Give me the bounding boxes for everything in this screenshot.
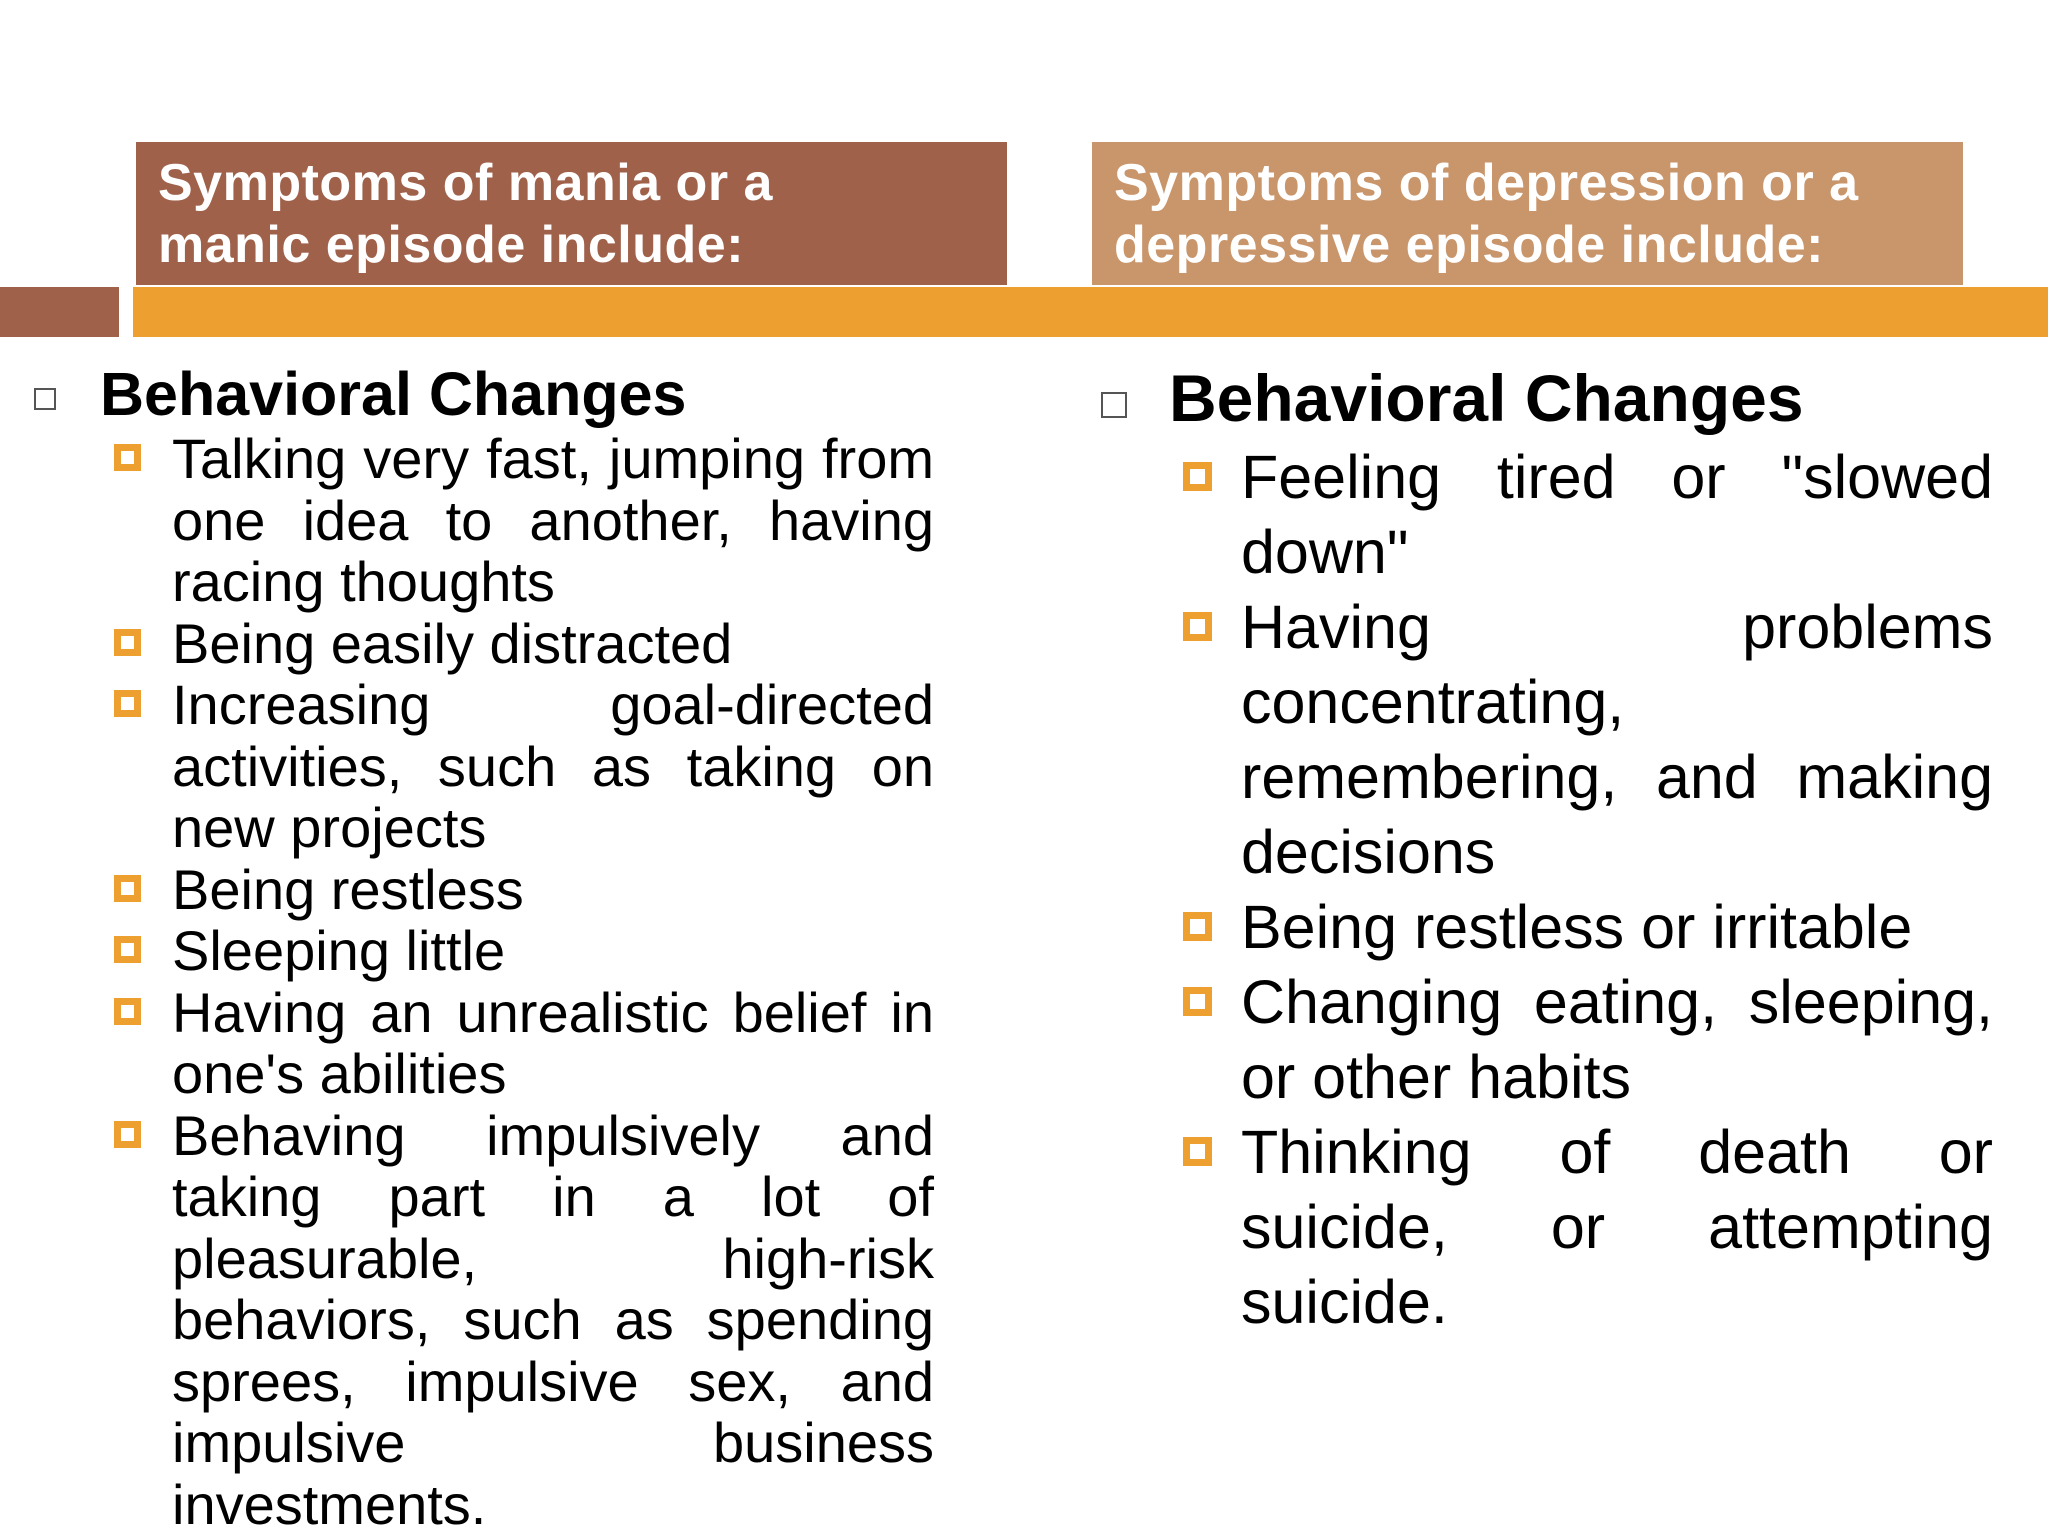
list-item-text: Thinking of death or suicide, or attempting suicide. xyxy=(1241,1118,1993,1336)
depression-symptom-list xyxy=(1241,440,1993,1340)
list-item-text: Talking very fast, jumping from one idea to another, having racing thoughts xyxy=(172,427,934,613)
orange-square-bullet-icon xyxy=(1183,462,1212,491)
mania-symptom-list xyxy=(172,428,934,1535)
list-item xyxy=(172,859,934,921)
depression-header xyxy=(1092,142,1963,285)
list-item-text: Having an unrealistic belief in one's abilities xyxy=(172,980,934,1105)
list-item xyxy=(172,613,934,675)
list-item xyxy=(172,1105,934,1536)
list-item xyxy=(172,428,934,613)
hollow-square-icon xyxy=(34,388,56,410)
list-item xyxy=(1241,590,1993,890)
orange-square-bullet-icon xyxy=(114,690,141,717)
list-item-text: Being easily distracted xyxy=(172,611,733,675)
list-item-text: Being restless or irritable xyxy=(1241,893,1913,961)
mania-header-line-1: Symptoms of mania or a xyxy=(158,154,773,212)
depression-section-heading: Behavioral Changes xyxy=(1169,361,1804,435)
orange-square-bullet-icon xyxy=(1183,912,1212,941)
list-item-text: Having problems concentrating, remembering, and making decisions xyxy=(1241,593,1993,886)
list-item xyxy=(172,982,934,1105)
depression-header-line-2: depressive episode include: xyxy=(1114,216,1824,274)
mania-section-heading: Behavioral Changes xyxy=(100,360,687,428)
accent-band-main xyxy=(133,287,2048,337)
list-item xyxy=(172,674,934,859)
list-item xyxy=(1241,1115,1993,1340)
list-item xyxy=(1241,890,1993,965)
list-item-text: Changing eating, sleeping, or other habits xyxy=(1241,968,1993,1111)
list-item-text: Behaving impulsively and taking part in a lot of pleasurable, high-risk behaviors, such as spending sprees, impulsive sex, and impulsive business investments. xyxy=(172,1103,934,1536)
orange-square-bullet-icon xyxy=(1183,1137,1212,1166)
list-item xyxy=(172,920,934,982)
hollow-square-icon xyxy=(1101,392,1127,418)
accent-band-left xyxy=(0,287,119,337)
list-item-text: Sleeping little xyxy=(172,919,506,982)
orange-square-bullet-icon xyxy=(114,875,141,902)
list-item xyxy=(1241,440,1993,590)
list-item xyxy=(1241,965,1993,1115)
list-item-text: Being restless xyxy=(172,857,524,921)
orange-square-bullet-icon xyxy=(1183,612,1212,641)
depression-header-line-1: Symptoms of depression or a xyxy=(1114,154,1859,212)
list-item-text: Increasing goal-directed activities, such as taking on new projects xyxy=(172,673,934,859)
mania-header xyxy=(136,142,1007,285)
orange-square-bullet-icon xyxy=(114,998,141,1025)
orange-square-bullet-icon xyxy=(1183,987,1212,1016)
mania-header-line-2: manic episode include: xyxy=(158,216,745,274)
orange-square-bullet-icon xyxy=(114,936,141,963)
orange-square-bullet-icon xyxy=(114,629,141,656)
orange-square-bullet-icon xyxy=(114,1121,141,1148)
list-item-text: Feeling tired or "slowed down" xyxy=(1241,443,1993,586)
orange-square-bullet-icon xyxy=(114,444,141,471)
